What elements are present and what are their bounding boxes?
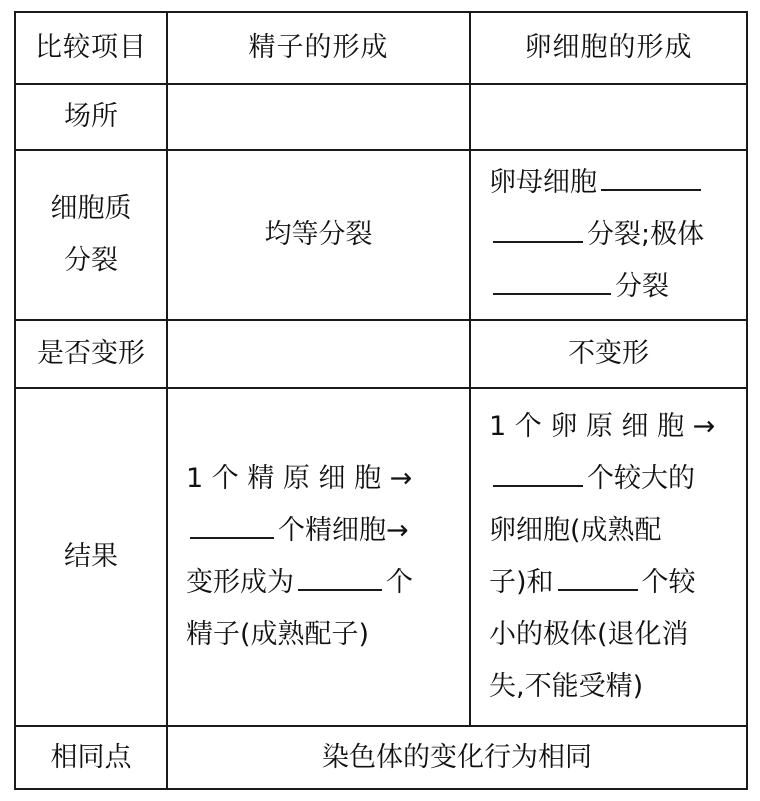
cytoplasm-egg-line2 — [489, 209, 736, 261]
result-sperm-text3b: 个 — [386, 567, 413, 598]
header-sperm-formation: 精子的形成 — [167, 12, 470, 84]
result-egg-line5: 小的极体(退化消 — [489, 619, 689, 650]
same-value-cell: 染色体的变化行为相同 — [167, 726, 747, 789]
place-sperm-cell — [167, 84, 470, 150]
result-sperm-line1: 1 个 精 原 细 胞 → — [186, 463, 413, 494]
place-egg-cell — [470, 84, 747, 150]
row-label-place: 场所 — [15, 84, 167, 150]
result-egg-line6: 失,不能受精) — [489, 671, 644, 702]
deform-egg-cell: 不变形 — [470, 320, 747, 388]
table-row-deform — [15, 320, 747, 388]
result-egg-line1: 1 个 卵 原 细 胞 → — [489, 411, 716, 442]
result-egg-line4 — [489, 557, 736, 609]
cytoplasm-label-line2: 分裂 — [64, 245, 118, 276]
result-sperm-line4: 精子(成熟配子) — [186, 619, 370, 650]
row-label-result: 结果 — [15, 388, 167, 726]
header-compare-item: 比较项目 — [15, 12, 167, 84]
cytoplasm-egg-line1 — [489, 157, 736, 209]
table-header-row — [15, 12, 747, 84]
result-egg-line3: 卵细胞(成熟配 — [489, 515, 662, 546]
cytoplasm-egg-text1: 卵母细胞 — [489, 167, 597, 198]
result-egg-text4a: 子)和 — [489, 567, 554, 598]
fill-blank — [558, 559, 638, 591]
cytoplasm-egg-cell — [470, 150, 747, 320]
result-sperm-line2 — [186, 505, 459, 557]
table-row-place — [15, 84, 747, 150]
cytoplasm-label-line1: 细胞质 — [50, 193, 132, 224]
row-label-deform: 是否变形 — [15, 320, 167, 388]
fill-blank — [493, 211, 583, 243]
result-egg-text2: 个较大的 — [587, 463, 695, 494]
result-sperm-cell — [167, 388, 470, 726]
cytoplasm-egg-text2: 分裂;极体 — [587, 219, 705, 250]
result-egg-line2 — [489, 453, 736, 505]
deform-sperm-cell — [167, 320, 470, 388]
table-row-result — [15, 388, 747, 726]
cytoplasm-egg-line3 — [489, 261, 736, 313]
row-label-cytoplasm — [15, 150, 167, 320]
fill-blank — [190, 507, 274, 539]
table-row-same — [15, 726, 747, 789]
fill-blank — [493, 455, 583, 487]
result-sperm-text3a: 变形成为 — [186, 567, 294, 598]
result-sperm-text2: 个精细胞→ — [278, 515, 409, 546]
header-egg-formation: 卵细胞的形成 — [470, 12, 747, 84]
row-label-same: 相同点 — [15, 726, 167, 789]
fill-blank — [601, 159, 701, 191]
result-egg-text4b: 个较 — [641, 567, 696, 598]
result-sperm-line3 — [186, 557, 459, 609]
fill-blank — [493, 263, 611, 295]
fill-blank — [298, 559, 382, 591]
cytoplasm-egg-text3: 分裂 — [615, 271, 669, 302]
table-row-cytoplasm — [15, 150, 747, 320]
result-egg-cell — [470, 388, 747, 726]
cytoplasm-sperm-cell: 均等分裂 — [167, 150, 470, 320]
comparison-table — [14, 11, 748, 790]
